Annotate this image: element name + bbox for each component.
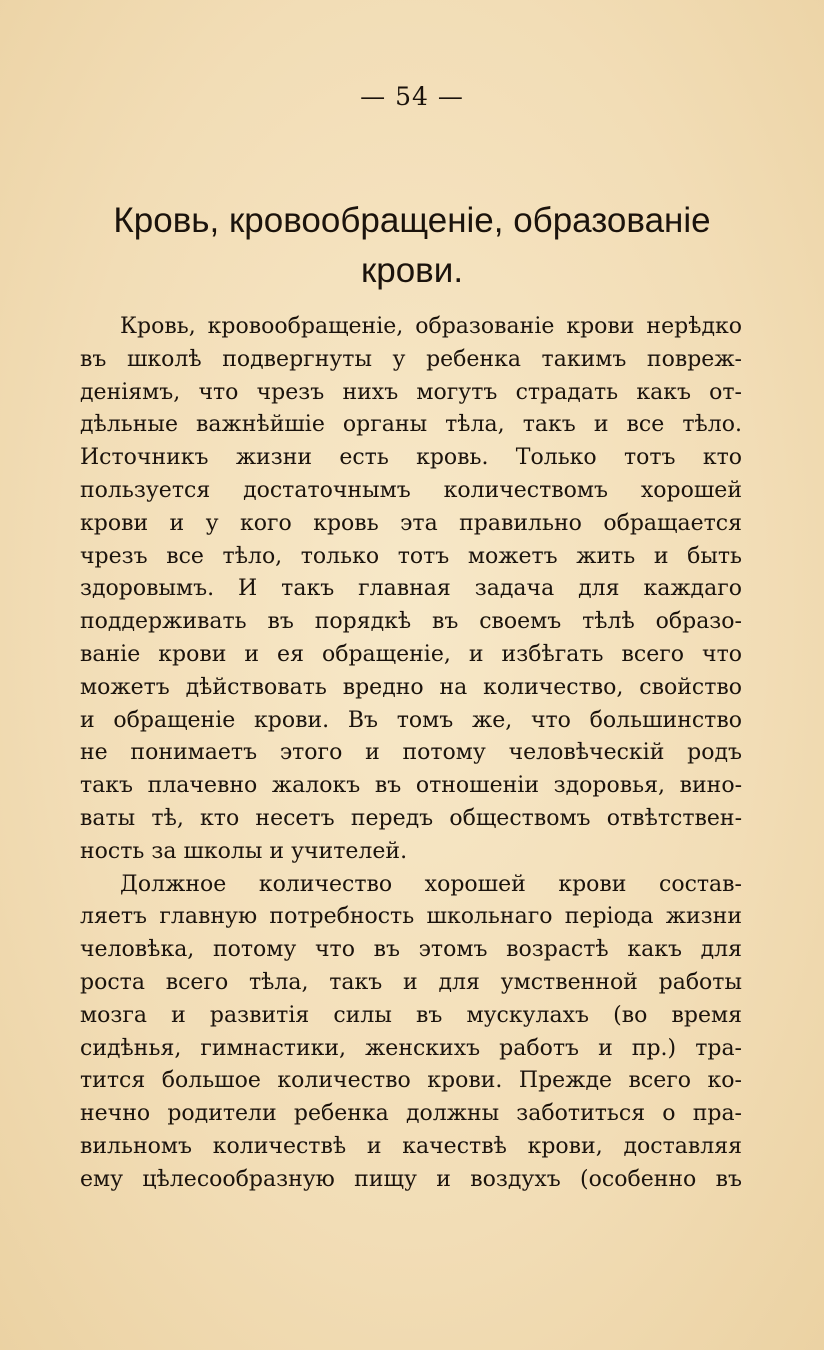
text-line: роста всего тѣла, такъ и для умственной работы	[80, 969, 742, 995]
text-line: деніямъ, что чрезъ нихъ могутъ страдать какъ от-	[80, 379, 742, 405]
chapter-title-line: крови.	[360, 251, 464, 290]
chapter-title	[60, 196, 764, 296]
text-line: здоровымъ. И такъ главная задача для каждаго	[80, 576, 742, 602]
text-line: Кровь, кровообращеніе, образованіе крови нерѣдко	[120, 314, 742, 339]
paragraph-2	[80, 869, 742, 1197]
text-line: сидѣнья, гимнастики, женскихъ работъ и пр.) тра-	[80, 1035, 742, 1061]
text-line: мозга и развитія силы въ мускулахъ (во время	[80, 1002, 742, 1028]
text-line: пользуется достаточнымъ количествомъ хорошей	[80, 477, 742, 503]
chapter-title-line: Кровь, кровообращеніе, образованіе	[113, 201, 711, 240]
body-text	[80, 311, 742, 1197]
text-line: можетъ дѣйствовать вредно на количество, свойство	[80, 674, 742, 700]
text-line: Источникъ жизни есть кровь. Только тотъ кто	[80, 445, 742, 471]
text-line: дѣльные важнѣйшіе органы тѣла, такъ и все тѣло.	[80, 412, 742, 438]
text-line: не понимаетъ этого и потому человѣческій родъ	[80, 740, 742, 766]
paragraph-1	[80, 311, 742, 869]
text-line: вильномъ количествѣ и качествѣ крови, доставляя	[80, 1133, 742, 1159]
text-line: Должное количество хорошей крови состав-	[120, 871, 742, 897]
text-line: такъ плачевно жалокъ въ отношеніи здоровья, вино-	[80, 773, 742, 799]
text-line: поддерживать въ порядкѣ въ своемъ тѣлѣ образо-	[80, 609, 742, 635]
page-number: — 54 —	[360, 82, 464, 111]
text-line: ваты тѣ, кто несетъ передъ обществомъ отвѣтствен-	[80, 805, 742, 831]
text-line: человѣка, потому что въ этомъ возрастѣ какъ для	[80, 937, 742, 963]
text-line: въ школѣ подвергнуты у ребенка такимъ повреж-	[80, 346, 742, 372]
text-line: крови и у кого кровь эта правильно обращается	[80, 510, 742, 536]
text-line: ему цѣлесообразную пищу и воздухъ (особенно въ	[80, 1166, 742, 1192]
text-line: нечно родители ребенка должны заботиться о пра-	[80, 1101, 742, 1127]
text-line: ваніе крови и ея обращеніе, и избѣгать всего что	[80, 641, 742, 667]
text-line: и обращеніе крови. Въ томъ же, что большинство	[80, 707, 742, 733]
text-line: тится большое количество крови. Прежде всего ко-	[80, 1068, 742, 1094]
text-line: ляетъ главную потребность школьнаго періода жизни	[80, 904, 742, 930]
text-line: ность за школы и учителей.	[80, 838, 408, 864]
text-line: чрезъ все тѣло, только тотъ можетъ жить и быть	[80, 543, 742, 569]
